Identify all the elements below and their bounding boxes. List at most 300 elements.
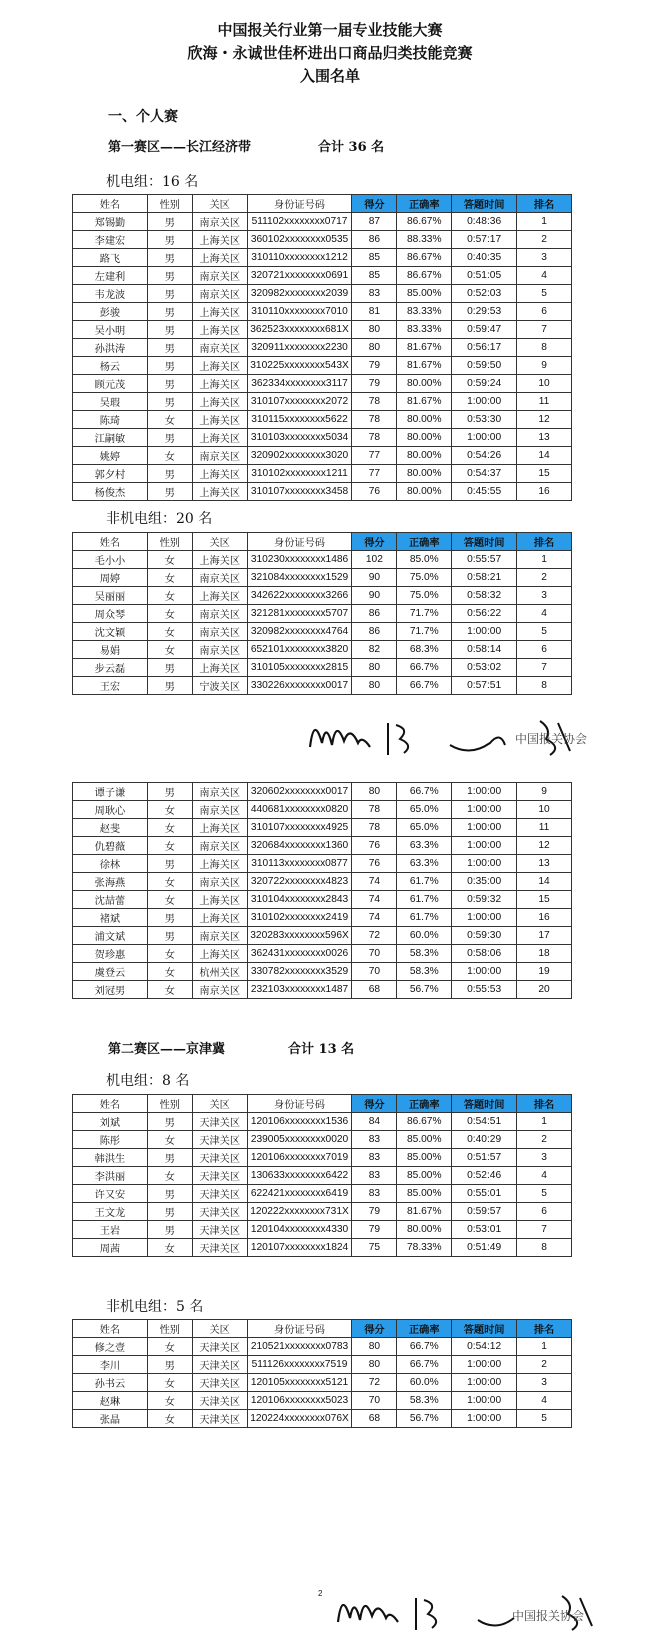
table-cell: 72 — [352, 927, 397, 945]
table-cell: 90 — [352, 587, 397, 605]
table-cell: 南京关区 — [192, 927, 247, 945]
table-row — [73, 1185, 572, 1203]
table-cell: 86 — [352, 605, 397, 623]
table-cell: 0:58:14 — [452, 641, 517, 659]
table-cell: 86 — [352, 231, 397, 249]
table-cell: 80.00% — [397, 1221, 452, 1239]
table-cell: 1 — [517, 213, 572, 231]
table-cell: 男 — [147, 375, 192, 393]
table-cell: 80.00% — [397, 429, 452, 447]
table-cell: 男 — [147, 339, 192, 357]
table-cell: 男 — [147, 321, 192, 339]
table-cell: 刘冠男 — [73, 981, 148, 999]
table-cell: 81.67% — [397, 393, 452, 411]
table-cell: 0:52:46 — [452, 1167, 517, 1185]
table-cell: 320902xxxxxxxx3020 — [247, 447, 352, 465]
table-cell: 320684xxxxxxxx1360 — [247, 837, 352, 855]
table-cell: 81.67% — [397, 339, 452, 357]
column-header: 答题时间 — [452, 1095, 517, 1113]
table-cell: 12 — [517, 837, 572, 855]
table-row — [73, 357, 572, 375]
table-row — [73, 587, 572, 605]
doc-title-line1: 中国报关行业第一届专业技能大赛 — [217, 21, 443, 39]
table-cell: 上海关区 — [192, 587, 247, 605]
table-cell: 天津关区 — [192, 1392, 247, 1410]
table-cell: 80 — [352, 1356, 397, 1374]
table-cell: 120222xxxxxxxx731X — [247, 1203, 352, 1221]
table-cell: 79 — [352, 375, 397, 393]
table-cell: 南京关区 — [192, 569, 247, 587]
table-cell: 120224xxxxxxxx076X — [247, 1410, 352, 1428]
table-cell: 66.7% — [397, 659, 452, 677]
table-row — [73, 483, 572, 501]
table-row — [73, 1221, 572, 1239]
table-cell: 8 — [517, 677, 572, 695]
table-row — [73, 249, 572, 267]
table-cell: 85.00% — [397, 1185, 452, 1203]
table-cell: 78.33% — [397, 1239, 452, 1257]
table-cell: 3 — [517, 249, 572, 267]
table-cell: 65.0% — [397, 801, 452, 819]
zone1-mech-label: 机电组：16 名 — [106, 174, 199, 190]
zone2-nonmech-label: 非机电组：5 名 — [106, 1299, 204, 1315]
table-cell: 310110xxxxxxxx7010 — [247, 303, 352, 321]
table-cell: 68 — [352, 981, 397, 999]
table-cell: 120107xxxxxxxx1824 — [247, 1239, 352, 1257]
table-cell: 75.0% — [397, 587, 452, 605]
table-cell: 3 — [517, 1149, 572, 1167]
table-cell: 310107xxxxxxxx3458 — [247, 483, 352, 501]
table-row — [73, 659, 572, 677]
table-cell: 80 — [352, 339, 397, 357]
table-cell: 郭夕村 — [73, 465, 148, 483]
table-cell: 310104xxxxxxxx2843 — [247, 891, 352, 909]
table-cell: 女 — [147, 873, 192, 891]
table-cell: 85 — [352, 249, 397, 267]
table-cell: 80.00% — [397, 411, 452, 429]
table-cell: 2 — [517, 231, 572, 249]
table-cell: 1:00:00 — [452, 1356, 517, 1374]
table-row — [73, 1410, 572, 1428]
table-cell: 上海关区 — [192, 909, 247, 927]
table-cell: 320982xxxxxxxx2039 — [247, 285, 352, 303]
table-cell: 0:53:02 — [452, 659, 517, 677]
table-cell: 8 — [517, 339, 572, 357]
table-cell: 姚婷 — [73, 447, 148, 465]
table-cell: 许又安 — [73, 1185, 148, 1203]
table-cell: 虞登云 — [73, 963, 148, 981]
table-cell: 440681xxxxxxxx0820 — [247, 801, 352, 819]
table-cell: 362431xxxxxxxx0026 — [247, 945, 352, 963]
table-cell: 232103xxxxxxxx1487 — [247, 981, 352, 999]
table-cell: 60.0% — [397, 1374, 452, 1392]
table-cell: 0:51:49 — [452, 1239, 517, 1257]
column-header: 关区 — [192, 533, 247, 551]
table-cell: 75 — [352, 1239, 397, 1257]
table-row — [73, 927, 572, 945]
table-cell: 16 — [517, 483, 572, 501]
table-cell: 13 — [517, 429, 572, 447]
table-cell: 70 — [352, 1392, 397, 1410]
table-cell: 上海关区 — [192, 303, 247, 321]
table-cell: 0:54:12 — [452, 1338, 517, 1356]
table-row — [73, 447, 572, 465]
zone2-title: 第二赛区——京津冀 — [108, 1042, 226, 1057]
table-cell: 周婷 — [73, 569, 148, 587]
table-cell: 路飞 — [73, 249, 148, 267]
table-row — [73, 783, 572, 801]
column-header: 关区 — [192, 1095, 247, 1113]
table-cell: 74 — [352, 891, 397, 909]
table-cell: 0:40:35 — [452, 249, 517, 267]
table-cell: 女 — [147, 1338, 192, 1356]
table-cell: 女 — [147, 891, 192, 909]
column-header: 姓名 — [73, 1095, 148, 1113]
table-cell: 女 — [147, 605, 192, 623]
watermark-1: 中国报关协会 — [515, 732, 588, 746]
table-cell: 女 — [147, 1167, 192, 1185]
table-cell: 75.0% — [397, 569, 452, 587]
table-cell: 女 — [147, 945, 192, 963]
table-cell: 刘斌 — [73, 1113, 148, 1131]
table-row — [73, 873, 572, 891]
table-cell: 南京关区 — [192, 267, 247, 285]
column-header: 排名 — [517, 1320, 572, 1338]
column-header: 姓名 — [73, 1320, 148, 1338]
table-cell: 南京关区 — [192, 981, 247, 999]
table-cell: 0:52:03 — [452, 285, 517, 303]
table-cell: 杨俊杰 — [73, 483, 148, 501]
table-cell: 左建利 — [73, 267, 148, 285]
table-cell: 652101xxxxxxxx3820 — [247, 641, 352, 659]
table-cell: 李建宏 — [73, 231, 148, 249]
table-cell: 南京关区 — [192, 623, 247, 641]
table-cell: 上海关区 — [192, 945, 247, 963]
table-cell: 0:48:36 — [452, 213, 517, 231]
table-cell: 天津关区 — [192, 1149, 247, 1167]
table-cell: 上海关区 — [192, 375, 247, 393]
table-cell: 0:54:37 — [452, 465, 517, 483]
table-cell: 11 — [517, 819, 572, 837]
table-cell: 女 — [147, 1374, 192, 1392]
table-row — [73, 605, 572, 623]
table-cell: 63.3% — [397, 837, 452, 855]
table-cell: 86.67% — [397, 1113, 452, 1131]
table-cell: 310115xxxxxxxx5622 — [247, 411, 352, 429]
table-cell: 男 — [147, 429, 192, 447]
table-cell: 310225xxxxxxxx543X — [247, 357, 352, 375]
table-header-row — [73, 533, 572, 551]
table-cell: 120104xxxxxxxx4330 — [247, 1221, 352, 1239]
table-cell: 1:00:00 — [452, 819, 517, 837]
table-cell: 仇碧薇 — [73, 837, 148, 855]
table-cell: 310103xxxxxxxx5034 — [247, 429, 352, 447]
table-cell: 68 — [352, 1410, 397, 1428]
table-cell: 王文龙 — [73, 1203, 148, 1221]
table-cell: 0:51:57 — [452, 1149, 517, 1167]
table-cell: 上海关区 — [192, 465, 247, 483]
zone1-mech-table — [72, 194, 572, 501]
table-cell: 上海关区 — [192, 429, 247, 447]
table-cell: 76 — [352, 837, 397, 855]
table-cell: 310110xxxxxxxx1212 — [247, 249, 352, 267]
table-cell: 徐林 — [73, 855, 148, 873]
table-cell: 女 — [147, 587, 192, 605]
column-header: 性别 — [147, 533, 192, 551]
table-cell: 0:57:51 — [452, 677, 517, 695]
table-cell: 14 — [517, 447, 572, 465]
table-cell: 5 — [517, 1410, 572, 1428]
table-cell: 宁波关区 — [192, 677, 247, 695]
zone1-total: 合计 36 名 — [318, 140, 385, 155]
table-cell: 68.3% — [397, 641, 452, 659]
table-cell: 1 — [517, 1113, 572, 1131]
table-cell: 女 — [147, 837, 192, 855]
table-cell: 王岩 — [73, 1221, 148, 1239]
table-cell: 女 — [147, 569, 192, 587]
table-cell: 0:59:50 — [452, 357, 517, 375]
table-cell: 0:54:26 — [452, 447, 517, 465]
table-cell: 18 — [517, 945, 572, 963]
watermark-2: 中国报关协会 — [512, 1609, 585, 1623]
table-cell: 上海关区 — [192, 483, 247, 501]
table-cell: 天津关区 — [192, 1221, 247, 1239]
table-cell: 56.7% — [397, 981, 452, 999]
table-row — [73, 801, 572, 819]
table-cell: 0:53:30 — [452, 411, 517, 429]
table-cell: 5 — [517, 623, 572, 641]
table-cell: 76 — [352, 855, 397, 873]
table-cell: 66.7% — [397, 783, 452, 801]
table-cell: 80 — [352, 659, 397, 677]
table-cell: 61.7% — [397, 873, 452, 891]
table-cell: 南京关区 — [192, 285, 247, 303]
table-cell: 孙书云 — [73, 1374, 148, 1392]
table-cell: 74 — [352, 873, 397, 891]
table-cell: 南京关区 — [192, 339, 247, 357]
table-cell: 85.00% — [397, 1131, 452, 1149]
table-cell: 1:00:00 — [452, 837, 517, 855]
table-row — [73, 465, 572, 483]
column-header: 得分 — [352, 533, 397, 551]
table-cell: 80 — [352, 783, 397, 801]
table-cell: 男 — [147, 1113, 192, 1131]
table-cell: 120106xxxxxxxx5023 — [247, 1392, 352, 1410]
column-header: 性别 — [147, 195, 192, 213]
table-cell: 贺珍惠 — [73, 945, 148, 963]
table-row — [73, 1338, 572, 1356]
table-cell: 17 — [517, 927, 572, 945]
table-cell: 0:54:51 — [452, 1113, 517, 1131]
table-cell: 天津关区 — [192, 1167, 247, 1185]
column-header: 性别 — [147, 1320, 192, 1338]
zone1-nonmech-table-a — [72, 532, 572, 695]
table-cell: 女 — [147, 1131, 192, 1149]
table-cell: 天津关区 — [192, 1113, 247, 1131]
table-cell: 男 — [147, 1221, 192, 1239]
table-cell: 1:00:00 — [452, 1410, 517, 1428]
table-cell: 0:58:21 — [452, 569, 517, 587]
table-cell: 86.67% — [397, 267, 452, 285]
table-cell: 杭州关区 — [192, 963, 247, 981]
table-cell: 84 — [352, 1113, 397, 1131]
table-cell: 上海关区 — [192, 231, 247, 249]
table-cell: 男 — [147, 465, 192, 483]
table-cell: 320602xxxxxxxx0017 — [247, 783, 352, 801]
table-cell: 韩洪生 — [73, 1149, 148, 1167]
table-cell: 男 — [147, 303, 192, 321]
table-cell: 陈琦 — [73, 411, 148, 429]
table-cell: 沈文颖 — [73, 623, 148, 641]
table-cell: 0:57:17 — [452, 231, 517, 249]
table-cell: 80 — [352, 1338, 397, 1356]
table-cell: 58.3% — [397, 963, 452, 981]
table-cell: 上海关区 — [192, 855, 247, 873]
table-cell: 310107xxxxxxxx4925 — [247, 819, 352, 837]
table-cell: 15 — [517, 891, 572, 909]
table-cell: 男 — [147, 909, 192, 927]
table-cell: 80.00% — [397, 375, 452, 393]
table-cell: 上海关区 — [192, 321, 247, 339]
table-header-row — [73, 1320, 572, 1338]
table-cell: 女 — [147, 411, 192, 429]
table-cell: 谭子谦 — [73, 783, 148, 801]
table-cell: 女 — [147, 819, 192, 837]
table-cell: 0:58:06 — [452, 945, 517, 963]
table-row — [73, 339, 572, 357]
table-row — [73, 303, 572, 321]
table-cell: 李川 — [73, 1356, 148, 1374]
table-cell: 0:59:47 — [452, 321, 517, 339]
table-cell: 16 — [517, 909, 572, 927]
table-row — [73, 1203, 572, 1221]
table-cell: 83 — [352, 285, 397, 303]
table-cell: 83.33% — [397, 303, 452, 321]
table-cell: 83 — [352, 1131, 397, 1149]
table-cell: 1:00:00 — [452, 909, 517, 927]
table-cell: 511126xxxxxxxx7519 — [247, 1356, 352, 1374]
table-cell: 0:59:30 — [452, 927, 517, 945]
table-cell: 80.00% — [397, 465, 452, 483]
table-cell: 南京关区 — [192, 783, 247, 801]
table-cell: 3 — [517, 587, 572, 605]
table-cell: 70 — [352, 945, 397, 963]
table-row — [73, 551, 572, 569]
table-row — [73, 393, 572, 411]
table-row — [73, 1239, 572, 1257]
table-cell: 男 — [147, 1185, 192, 1203]
table-cell: 120106xxxxxxxx1536 — [247, 1113, 352, 1131]
table-cell: 天津关区 — [192, 1338, 247, 1356]
table-cell: 0:35:00 — [452, 873, 517, 891]
table-cell: 12 — [517, 411, 572, 429]
table-cell: 沈喆蕾 — [73, 891, 148, 909]
table-row — [73, 1392, 572, 1410]
table-cell: 4 — [517, 605, 572, 623]
table-cell: 0:53:01 — [452, 1221, 517, 1239]
table-cell: 彭骏 — [73, 303, 148, 321]
table-cell: 7 — [517, 321, 572, 339]
table-cell: 83 — [352, 1185, 397, 1203]
table-cell: 南京关区 — [192, 873, 247, 891]
table-cell: 1:00:00 — [452, 801, 517, 819]
table-cell: 87 — [352, 213, 397, 231]
table-row — [73, 855, 572, 873]
table-cell: 孙洪涛 — [73, 339, 148, 357]
table-cell: 60.0% — [397, 927, 452, 945]
table-cell: 9 — [517, 783, 572, 801]
table-cell: 320721xxxxxxxx0691 — [247, 267, 352, 285]
table-cell: 63.3% — [397, 855, 452, 873]
table-cell: 1:00:00 — [452, 963, 517, 981]
table-cell: 1:00:00 — [452, 783, 517, 801]
table-cell: 天津关区 — [192, 1410, 247, 1428]
zone1-title: 第一赛区——长江经济带 — [108, 140, 252, 155]
table-cell: 66.7% — [397, 1338, 452, 1356]
table-cell: 杨云 — [73, 357, 148, 375]
table-row — [73, 1356, 572, 1374]
table-cell: 天津关区 — [192, 1374, 247, 1392]
table-row — [73, 1374, 572, 1392]
column-header: 性别 — [147, 1095, 192, 1113]
table-cell: 男 — [147, 1356, 192, 1374]
table-cell: 4 — [517, 1167, 572, 1185]
table-cell: 85.00% — [397, 285, 452, 303]
section-title: 一、个人赛 — [108, 109, 178, 125]
table-cell: 女 — [147, 447, 192, 465]
table-cell: 13 — [517, 855, 572, 873]
table-cell: 上海关区 — [192, 411, 247, 429]
table-cell: 周众琴 — [73, 605, 148, 623]
column-header: 答题时间 — [452, 195, 517, 213]
table-cell: 周茜 — [73, 1239, 148, 1257]
table-cell: 7 — [517, 1221, 572, 1239]
table-cell: 0:59:32 — [452, 891, 517, 909]
table-cell: 修之壹 — [73, 1338, 148, 1356]
table-cell: 0:59:24 — [452, 375, 517, 393]
table-row — [73, 641, 572, 659]
table-cell: 86.67% — [397, 213, 452, 231]
table-cell: 男 — [147, 783, 192, 801]
table-cell: 11 — [517, 393, 572, 411]
table-cell: 男 — [147, 927, 192, 945]
table-cell: 上海关区 — [192, 249, 247, 267]
table-cell: 71.7% — [397, 605, 452, 623]
table-row — [73, 429, 572, 447]
table-cell: 321084xxxxxxxx1529 — [247, 569, 352, 587]
table-cell: 天津关区 — [192, 1185, 247, 1203]
table-cell: 79 — [352, 1203, 397, 1221]
table-cell: 85.00% — [397, 1167, 452, 1185]
table-cell: 上海关区 — [192, 891, 247, 909]
table-cell: 88.33% — [397, 231, 452, 249]
table-cell: 70 — [352, 963, 397, 981]
column-header: 身份证号码 — [247, 1095, 352, 1113]
table-cell: 1 — [517, 1338, 572, 1356]
table-cell: 10 — [517, 375, 572, 393]
table-row — [73, 411, 572, 429]
table-cell: 陈彤 — [73, 1131, 148, 1149]
table-cell: 男 — [147, 1203, 192, 1221]
table-cell: 77 — [352, 447, 397, 465]
table-cell: 1:00:00 — [452, 855, 517, 873]
table-cell: 女 — [147, 1410, 192, 1428]
table-cell: 120105xxxxxxxx5121 — [247, 1374, 352, 1392]
table-cell: 上海关区 — [192, 819, 247, 837]
column-header: 正确率 — [397, 195, 452, 213]
table-cell: 81.67% — [397, 357, 452, 375]
table-cell: 0:40:29 — [452, 1131, 517, 1149]
